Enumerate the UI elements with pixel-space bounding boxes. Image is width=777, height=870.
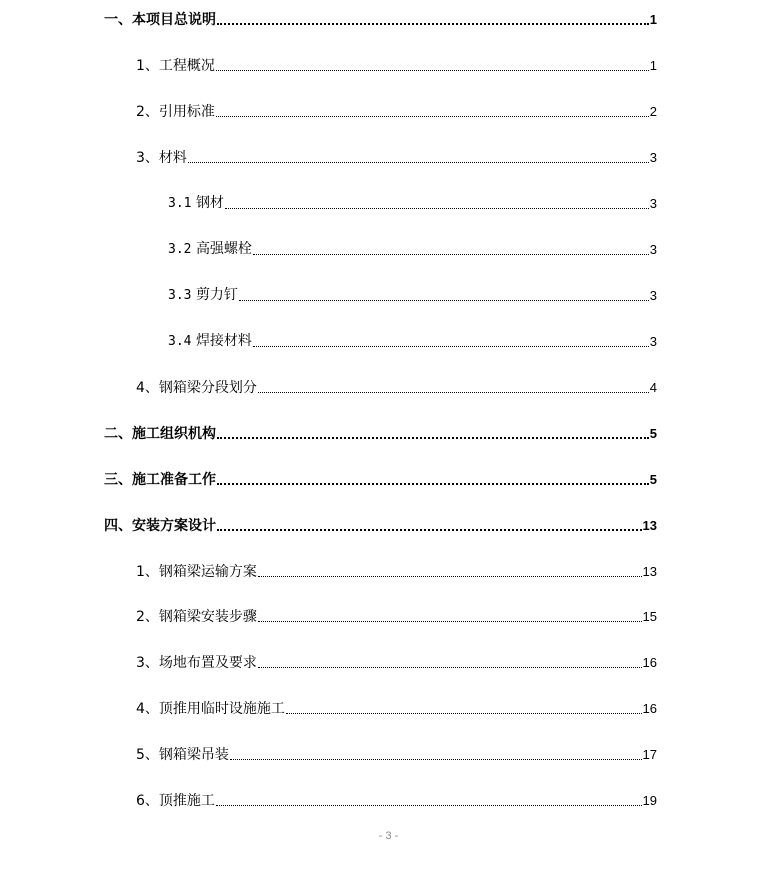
toc-entry-title: 2、引用标准 [136, 104, 215, 120]
toc-entry-title: 一、本项目总说明 [104, 12, 216, 28]
toc-entry-number: 3.1 [168, 196, 192, 211]
toc-entry-text: 钢材 [195, 195, 224, 211]
dot-leader [258, 667, 642, 668]
dot-leader [216, 70, 649, 71]
toc-entry-page: 3 [649, 196, 657, 211]
toc-entry-page: 2 [649, 104, 657, 119]
toc-entry[interactable] [136, 102, 657, 122]
toc-entry-page: 3 [649, 242, 657, 257]
toc-entry-title [168, 239, 252, 260]
toc-entry-number: 3.3 [168, 288, 192, 303]
toc-entry[interactable] [136, 378, 657, 398]
toc-entry-title: 3、场地布置及要求 [136, 655, 257, 671]
dot-leader [217, 483, 649, 485]
dot-leader [225, 208, 649, 209]
toc-entry-page: 1 [649, 58, 657, 73]
toc-entry[interactable] [104, 516, 657, 536]
toc-entry-title: 4、顶推用临时设施施工 [136, 701, 285, 717]
toc-entry-page: 4 [649, 380, 657, 395]
toc-entry-number: 3.4 [168, 334, 192, 349]
dot-leader [230, 759, 642, 760]
toc-entry-page: 1 [649, 12, 657, 27]
dot-leader [216, 805, 642, 806]
page-number-footer: - 3 - [378, 830, 399, 842]
toc-entry-number: 3.2 [168, 242, 192, 257]
toc-entry-title: 3、材料 [136, 150, 187, 166]
dot-leader [258, 392, 649, 393]
dot-leader [286, 713, 642, 714]
toc-entry-page: 3 [649, 334, 657, 349]
dot-leader [258, 576, 642, 577]
toc-entry-page: 15 [642, 609, 657, 624]
toc-entry[interactable] [136, 653, 657, 673]
toc-entry-text: 剪力钉 [195, 287, 238, 303]
dot-leader [217, 23, 649, 25]
dot-leader [217, 437, 649, 439]
toc-entry-page: 5 [649, 426, 657, 441]
toc-entry[interactable] [168, 194, 657, 214]
toc-entry-title: 三、施工准备工作 [104, 472, 216, 488]
toc-entry[interactable] [104, 470, 657, 490]
toc-entry-title [168, 331, 252, 352]
toc-entry[interactable] [168, 286, 657, 306]
toc-entry[interactable] [136, 745, 657, 765]
toc-entry[interactable] [136, 607, 657, 627]
toc-entry-title: 二、施工组织机构 [104, 426, 216, 442]
dot-leader [253, 346, 649, 347]
toc-entry-title: 1、工程概况 [136, 58, 215, 74]
toc-entry-page: 3 [649, 288, 657, 303]
toc-entry[interactable] [136, 56, 657, 76]
toc-entry-title: 4、钢箱梁分段划分 [136, 380, 257, 396]
toc-entry[interactable] [168, 332, 657, 352]
dot-leader [216, 116, 649, 117]
toc-entry-title: 5、钢箱梁吊装 [136, 747, 229, 763]
toc-entry-title: 2、钢箱梁安装步骤 [136, 609, 257, 625]
toc-entry[interactable] [104, 10, 657, 30]
toc-entry-page: 5 [649, 472, 657, 487]
toc-entry[interactable] [104, 424, 657, 444]
dot-leader [253, 254, 649, 255]
dot-leader [258, 621, 642, 622]
toc-entry-page: 16 [642, 655, 657, 670]
toc-entry[interactable] [168, 240, 657, 260]
toc-entry-title [168, 193, 224, 214]
toc-entry-title: 四、安装方案设计 [104, 518, 216, 534]
toc-entry-text: 高强螺栓 [195, 241, 252, 257]
toc-entry[interactable] [136, 699, 657, 719]
toc-entry[interactable] [136, 148, 657, 168]
dot-leader [239, 300, 649, 301]
toc-entry[interactable] [136, 791, 657, 811]
toc-entry-page: 13 [642, 564, 657, 579]
dot-leader [217, 529, 642, 531]
toc-entry-text: 焊接材料 [195, 333, 252, 349]
dot-leader [188, 162, 649, 163]
toc-entry[interactable] [136, 562, 657, 582]
toc-entry-page: 17 [642, 747, 657, 762]
toc-entry-title [168, 285, 238, 306]
toc-entry-page: 16 [642, 701, 657, 716]
toc-entry-page: 13 [642, 518, 657, 533]
toc-entry-page: 3 [649, 150, 657, 165]
toc-entry-page: 19 [642, 793, 657, 808]
toc-entry-title: 6、顶推施工 [136, 793, 215, 809]
toc-entry-title: 1、钢箱梁运输方案 [136, 564, 257, 580]
